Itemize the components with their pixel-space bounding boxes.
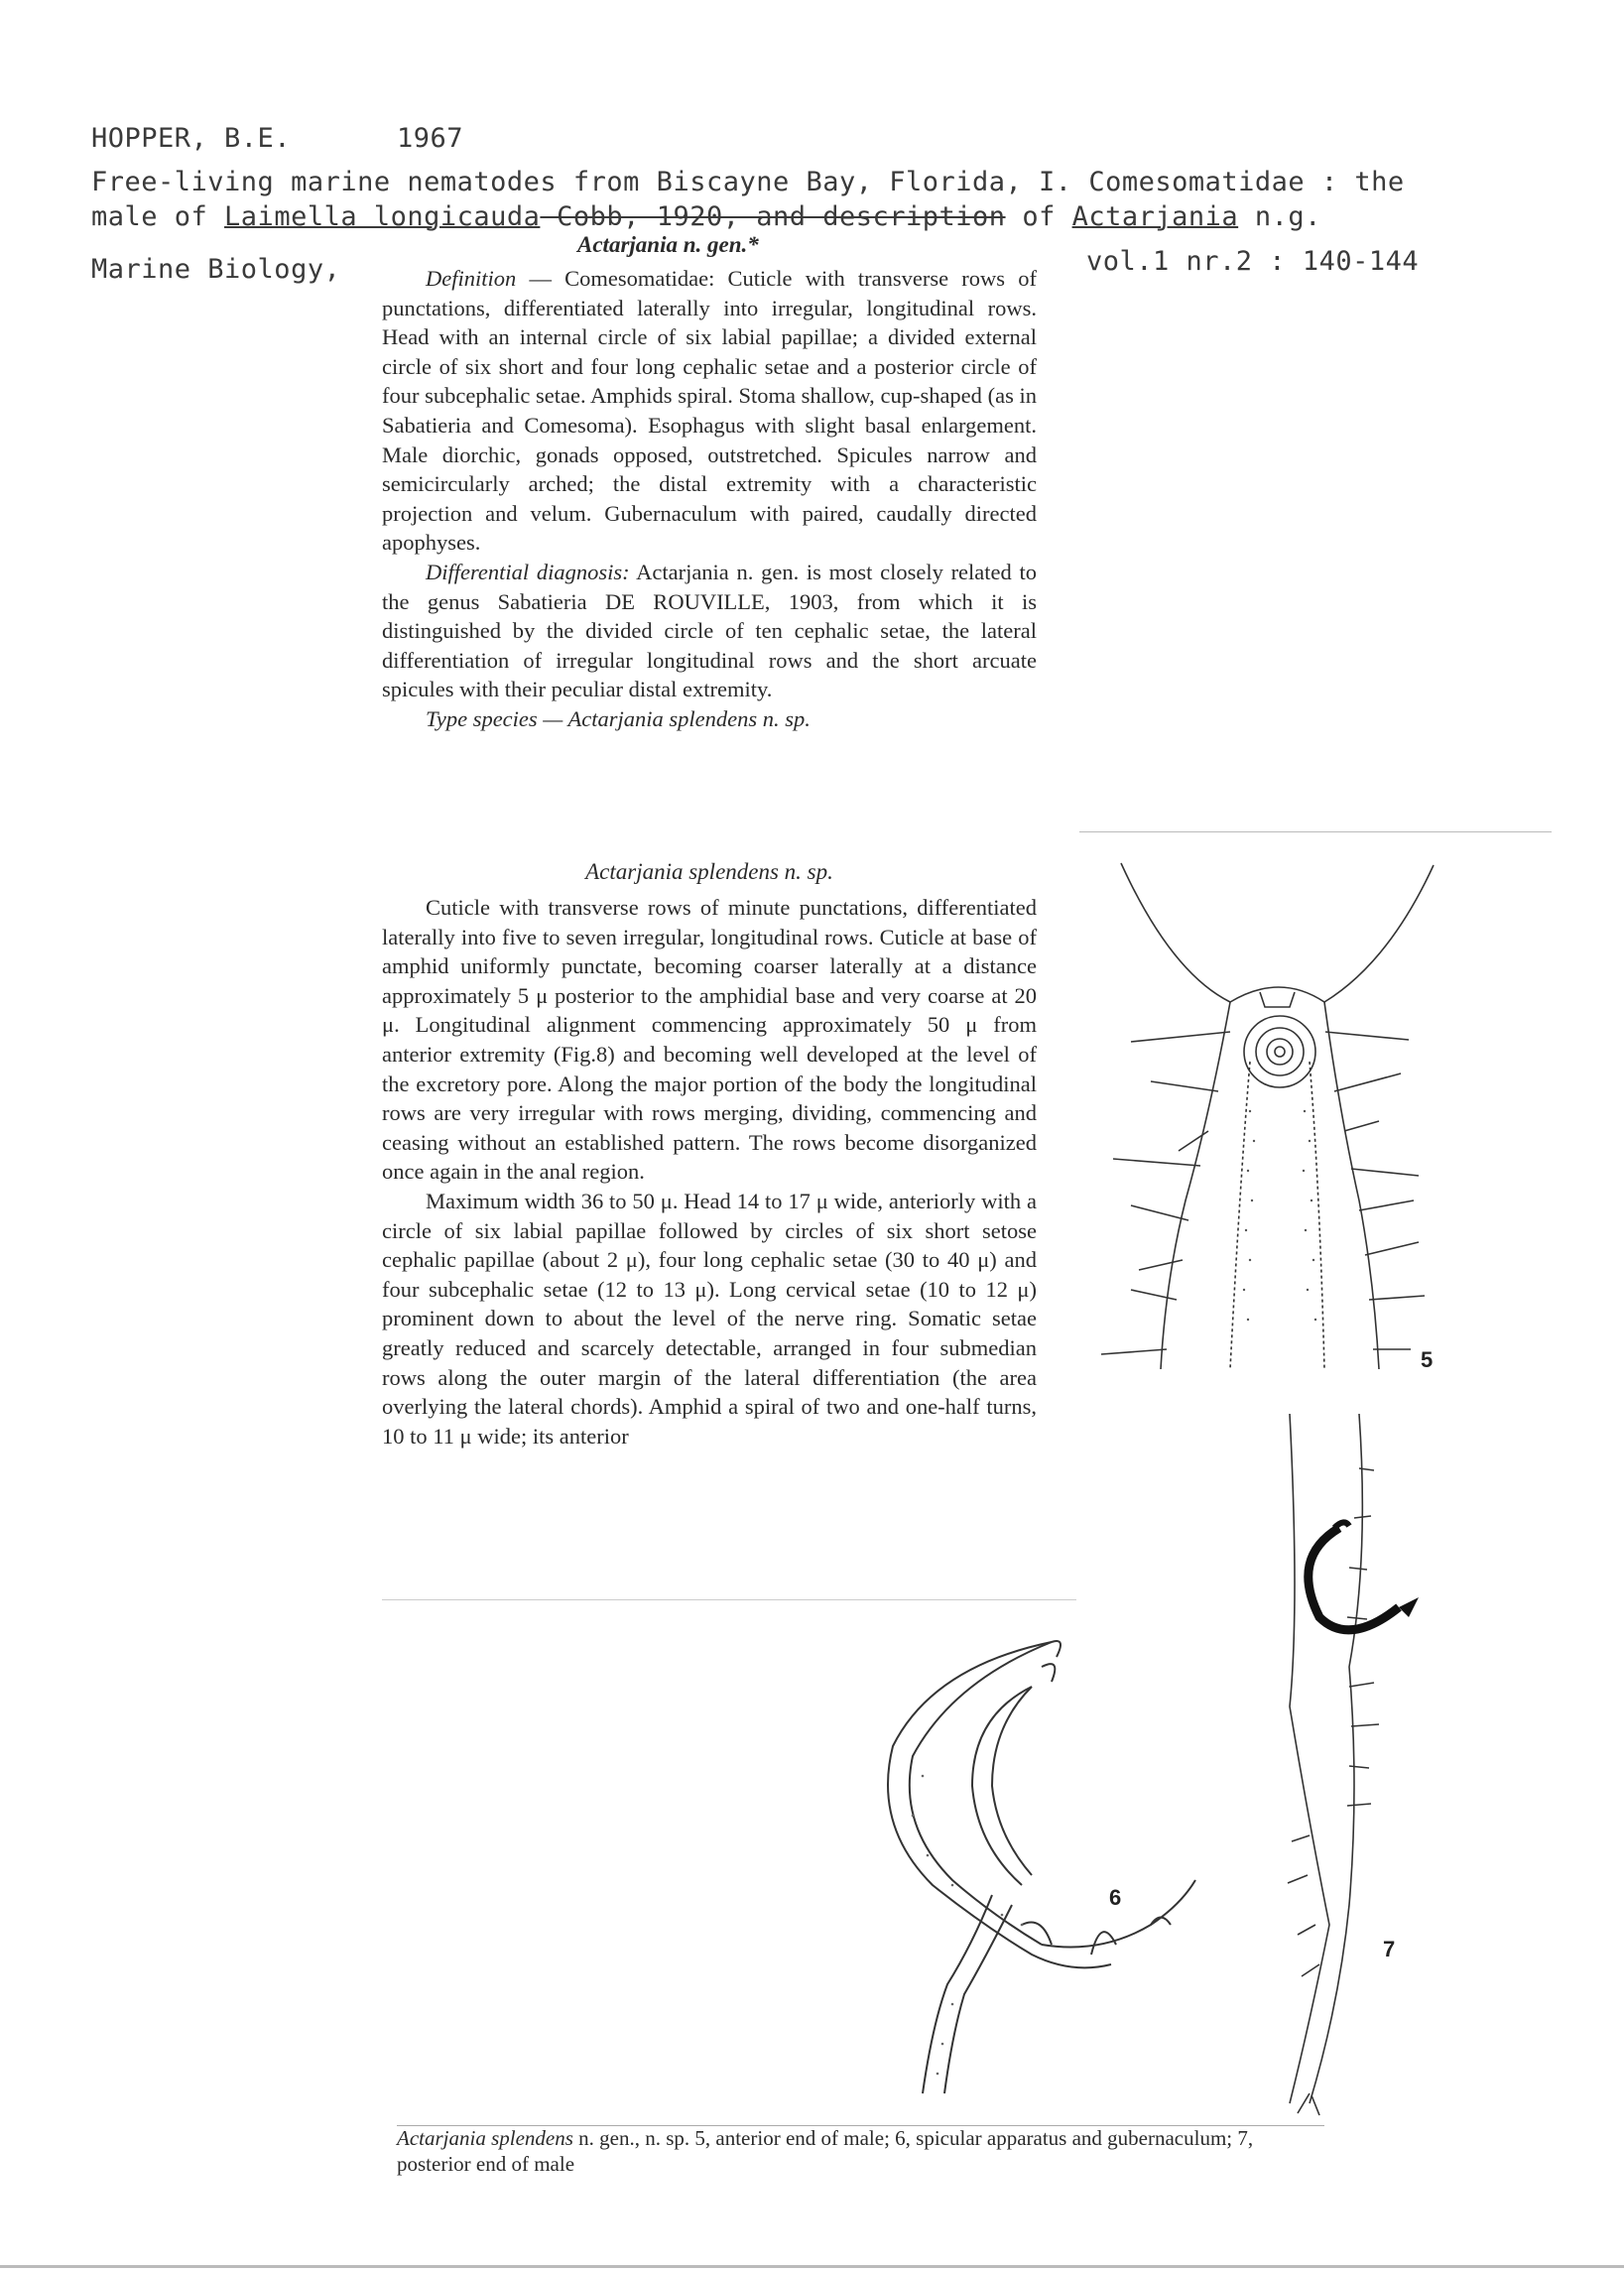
definition-text: — Comesomatidae: Cuticle with transverse rows of punctations, differentiated laterally into irregular, longitudinal rows. Head with an internal circle of six labial papillae; a divided external circle of six short and four long cephalic setae and a posterior circle of four subcephalic setae. Amphids spiral. Stoma shallow, cup-shaped (as in Sabatieria and Comesoma). Esophagus with slight basal enlargement. Male diorchic, gonads opposed, outstretched. Spicules narrow and semicircularly arched; the distal extremity with a characteristic projection and velum. Gubernaculum with paired, caudally directed apophyses.	[382, 266, 1037, 556]
figure-7-label: 7	[1383, 1937, 1396, 1961]
species-paragraph-2: Maximum width 36 to 50 μ. Head 14 to 17 μ wide, anteriorly with a circle of six labial papillae followed by circles of six short setose cephalic papillae (about 2 μ), four long cephalic setae (30 to 40 μ) and four subcephalic setae (12 to 13 μ). Long cervical setae (10 to 12 μ) prominent down to about the level of the nerve ring. Somatic setae greatly reduced and scarcely detectable, arranged in four submedian rows along the outer margin of the lateral differentiation (the area overlying the lateral chords). Amphid a spiral of two and one-half turns, 10 to 11 μ wide; its anterior	[382, 1188, 1037, 1449]
figure-5-label: 5	[1421, 1347, 1434, 1372]
type-species: Type species — Actarjania splendens n. sp.	[426, 705, 811, 731]
text-column-lower	[382, 893, 1037, 1451]
header-journal: Marine Biology,	[91, 254, 341, 285]
figure-7-posterior-end	[1250, 1409, 1508, 2123]
header-volume: vol.1 nr.2 : 140-144	[1086, 246, 1420, 277]
title-mid: of	[1005, 201, 1072, 232]
differential-text: Actarjania n. gen. is most closely related to the genus Sabatieria DE ROUVILLE, 1903, from which it is distinguished by the divided circle of ten cephalic setae, the lateral differentiation of irregular longitudinal rows and the short arcuate spicules with their peculiar distal extremity.	[382, 559, 1037, 702]
title-genus: Actarjania	[1071, 201, 1239, 232]
text-column-upper	[382, 264, 1037, 734]
figure-caption	[397, 2125, 1290, 2177]
differential-label: Differential diagnosis:	[426, 559, 630, 584]
differential-paragraph	[382, 558, 1037, 704]
figure-6-label: 6	[1109, 1885, 1122, 1910]
header-author: HOPPER, B.E.	[91, 123, 292, 154]
header-title-line1: Free-living marine nematodes from Biscayne Bay, Florida, I. Comesomatidae : the	[91, 167, 1405, 197]
rule-text-end	[382, 1599, 1076, 1600]
definition-label: Definition	[426, 266, 517, 291]
header-title-line2	[91, 201, 1321, 232]
figure-5-anterior-end	[1091, 853, 1468, 1389]
scan-edge	[0, 2265, 1624, 2268]
title-pre: male of	[91, 201, 225, 232]
definition-paragraph	[382, 264, 1037, 558]
species-paragraph-1: Cuticle with transverse rows of minute punctations, differentiated laterally into five to seven irregular, longitudinal rows. Cuticle at base of amphid uniformly punctate, becoming coarser laterally at a distance approximately 5 μ posterior to the amphidial base and very coarse at 20 μ. Longitudinal alignment commencing approximately 50 μ from anterior extremity (Fig.8) and becoming well developed at the level of the excretory pore. Along the major portion of the body the longitudinal rows are very irregular with rows merging, dividing, commencing and ceasing without an established pattern. The rows become disorganized once again in the anal region.	[382, 895, 1037, 1185]
title-species: Laimella longicauda	[224, 201, 541, 232]
header-year: 1967	[397, 123, 464, 154]
title-struck: Cobb, 1920, and description	[540, 201, 1006, 232]
caption-species: Actarjania splendens	[397, 2126, 573, 2150]
title-post: n.g.	[1238, 201, 1321, 232]
caption-text: n. gen., n. sp. 5, anterior end of male; 6, spicular apparatus and gubernaculum; 7, posterior end of male	[397, 2126, 1254, 2176]
rule-right	[1079, 831, 1552, 832]
genus-heading: Actarjania n. gen.*	[577, 232, 759, 257]
species-heading: Actarjania splendens n. sp.	[585, 859, 833, 884]
figure-6-spicular-apparatus	[853, 1627, 1270, 2103]
